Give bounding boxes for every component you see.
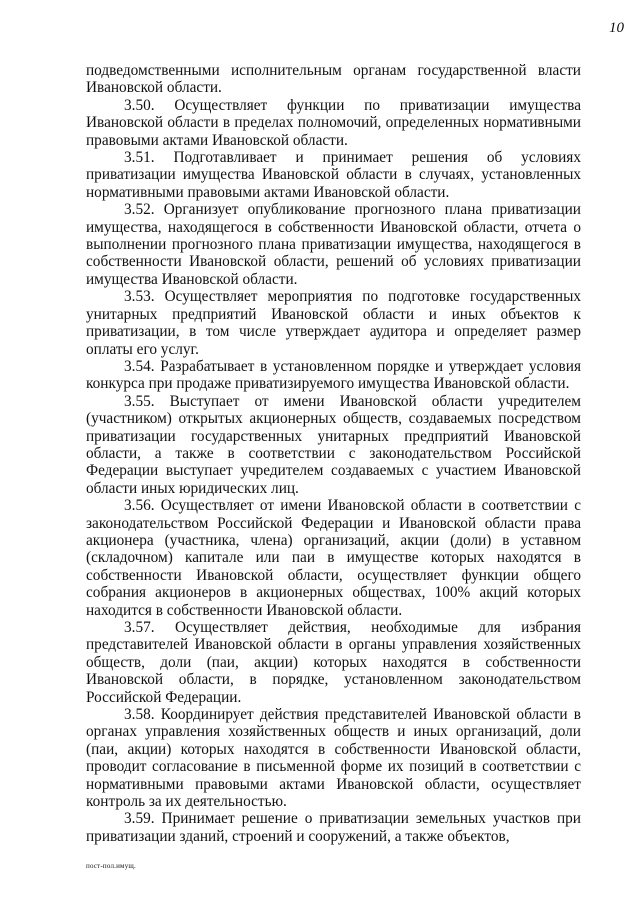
paragraph-continuation: подведомственными исполнительным органам государственной власти Ивановской области. [86, 62, 581, 97]
paragraph-3-51: 3.51. Подготавливает и принимает решения об условиях приватизации имущества Ивановской области в случаях, установленных нормативными правовыми актами Ивановской области. [86, 149, 581, 201]
document-body [86, 62, 581, 845]
paragraph-3-54: 3.54. Разрабатывает в установленном порядке и утверждает условия конкурса при продаже приватизируемого имущества Ивановской области. [86, 357, 581, 393]
paragraph-3-58: 3.58. Координирует действия представителей Ивановской области в органах управления хозяйственных обществ и иных организаций, доли (паи, акции) которых находятся в собственности Ивановской области, проводит согласование в письменной форме их позиций в соответствии с нормативными правовыми актами Ивановской области, осуществляет контроль за их деятельностью. [86, 706, 581, 811]
paragraph-3-53: 3.53. Осуществляет мероприятия по подготовке государственных унитарных предприятий Ивановской области и иных объектов к приватизации, в том числе утверждает аудитора и определяет размер оплаты его услуг. [86, 288, 581, 358]
paragraph-3-56: 3.56. Осуществляет от имени Ивановской области в соответствии с законодательством Российской Федерации и Ивановской области права акционера (участника, члена) организаций, акции (доли) в уставном (складочном) капитале или паи в имуществе которых находятся в собственности Ивановской области, осуществляет функции общего собрания акционеров в акционерных обществах, 100% акций которых находится в собственности Ивановской области. [86, 497, 581, 619]
footer-file-label: пост-пол.имущ. [86, 862, 136, 870]
paragraph-3-59: 3.59. Принимает решение о приватизации земельных участков при приватизации зданий, строений и сооружений, а также объектов, [86, 810, 581, 845]
paragraph-3-55: 3.55. Выступает от имени Ивановской области учредителем (участником) открытых акционерных обществ, создаваемых посредством приватизации государственных унитарных предприятий Ивановской области, а также в соответствии с законодательством Российской Федерации выступает учредителем создаваемых с участием Ивановской области иных юридических лиц. [86, 392, 581, 497]
paragraph-3-52: 3.52. Организует опубликование прогнозного плана приватизации имущества, находящегося в собственности Ивановской области, отчета о выполнении прогнозного плана приватизации имущества, находящегося в собственности Ивановской области, решений об условиях приватизации имущества Ивановской области. [86, 201, 581, 288]
page-number: 10 [609, 20, 624, 36]
paragraph-3-50: 3.50. Осуществляет функции по приватизации имущества Ивановской области в пределах полномочий, определенных нормативными правовыми актами Ивановской области. [86, 96, 581, 149]
paragraph-3-57: 3.57. Осуществляет действия, необходимые для избрания представителей Ивановской области в органы управления хозяйственных обществ, доли (паи, акции) которых находятся в собственности Ивановской области, в порядке, установленном законодательством Российской Федерации. [86, 619, 581, 706]
